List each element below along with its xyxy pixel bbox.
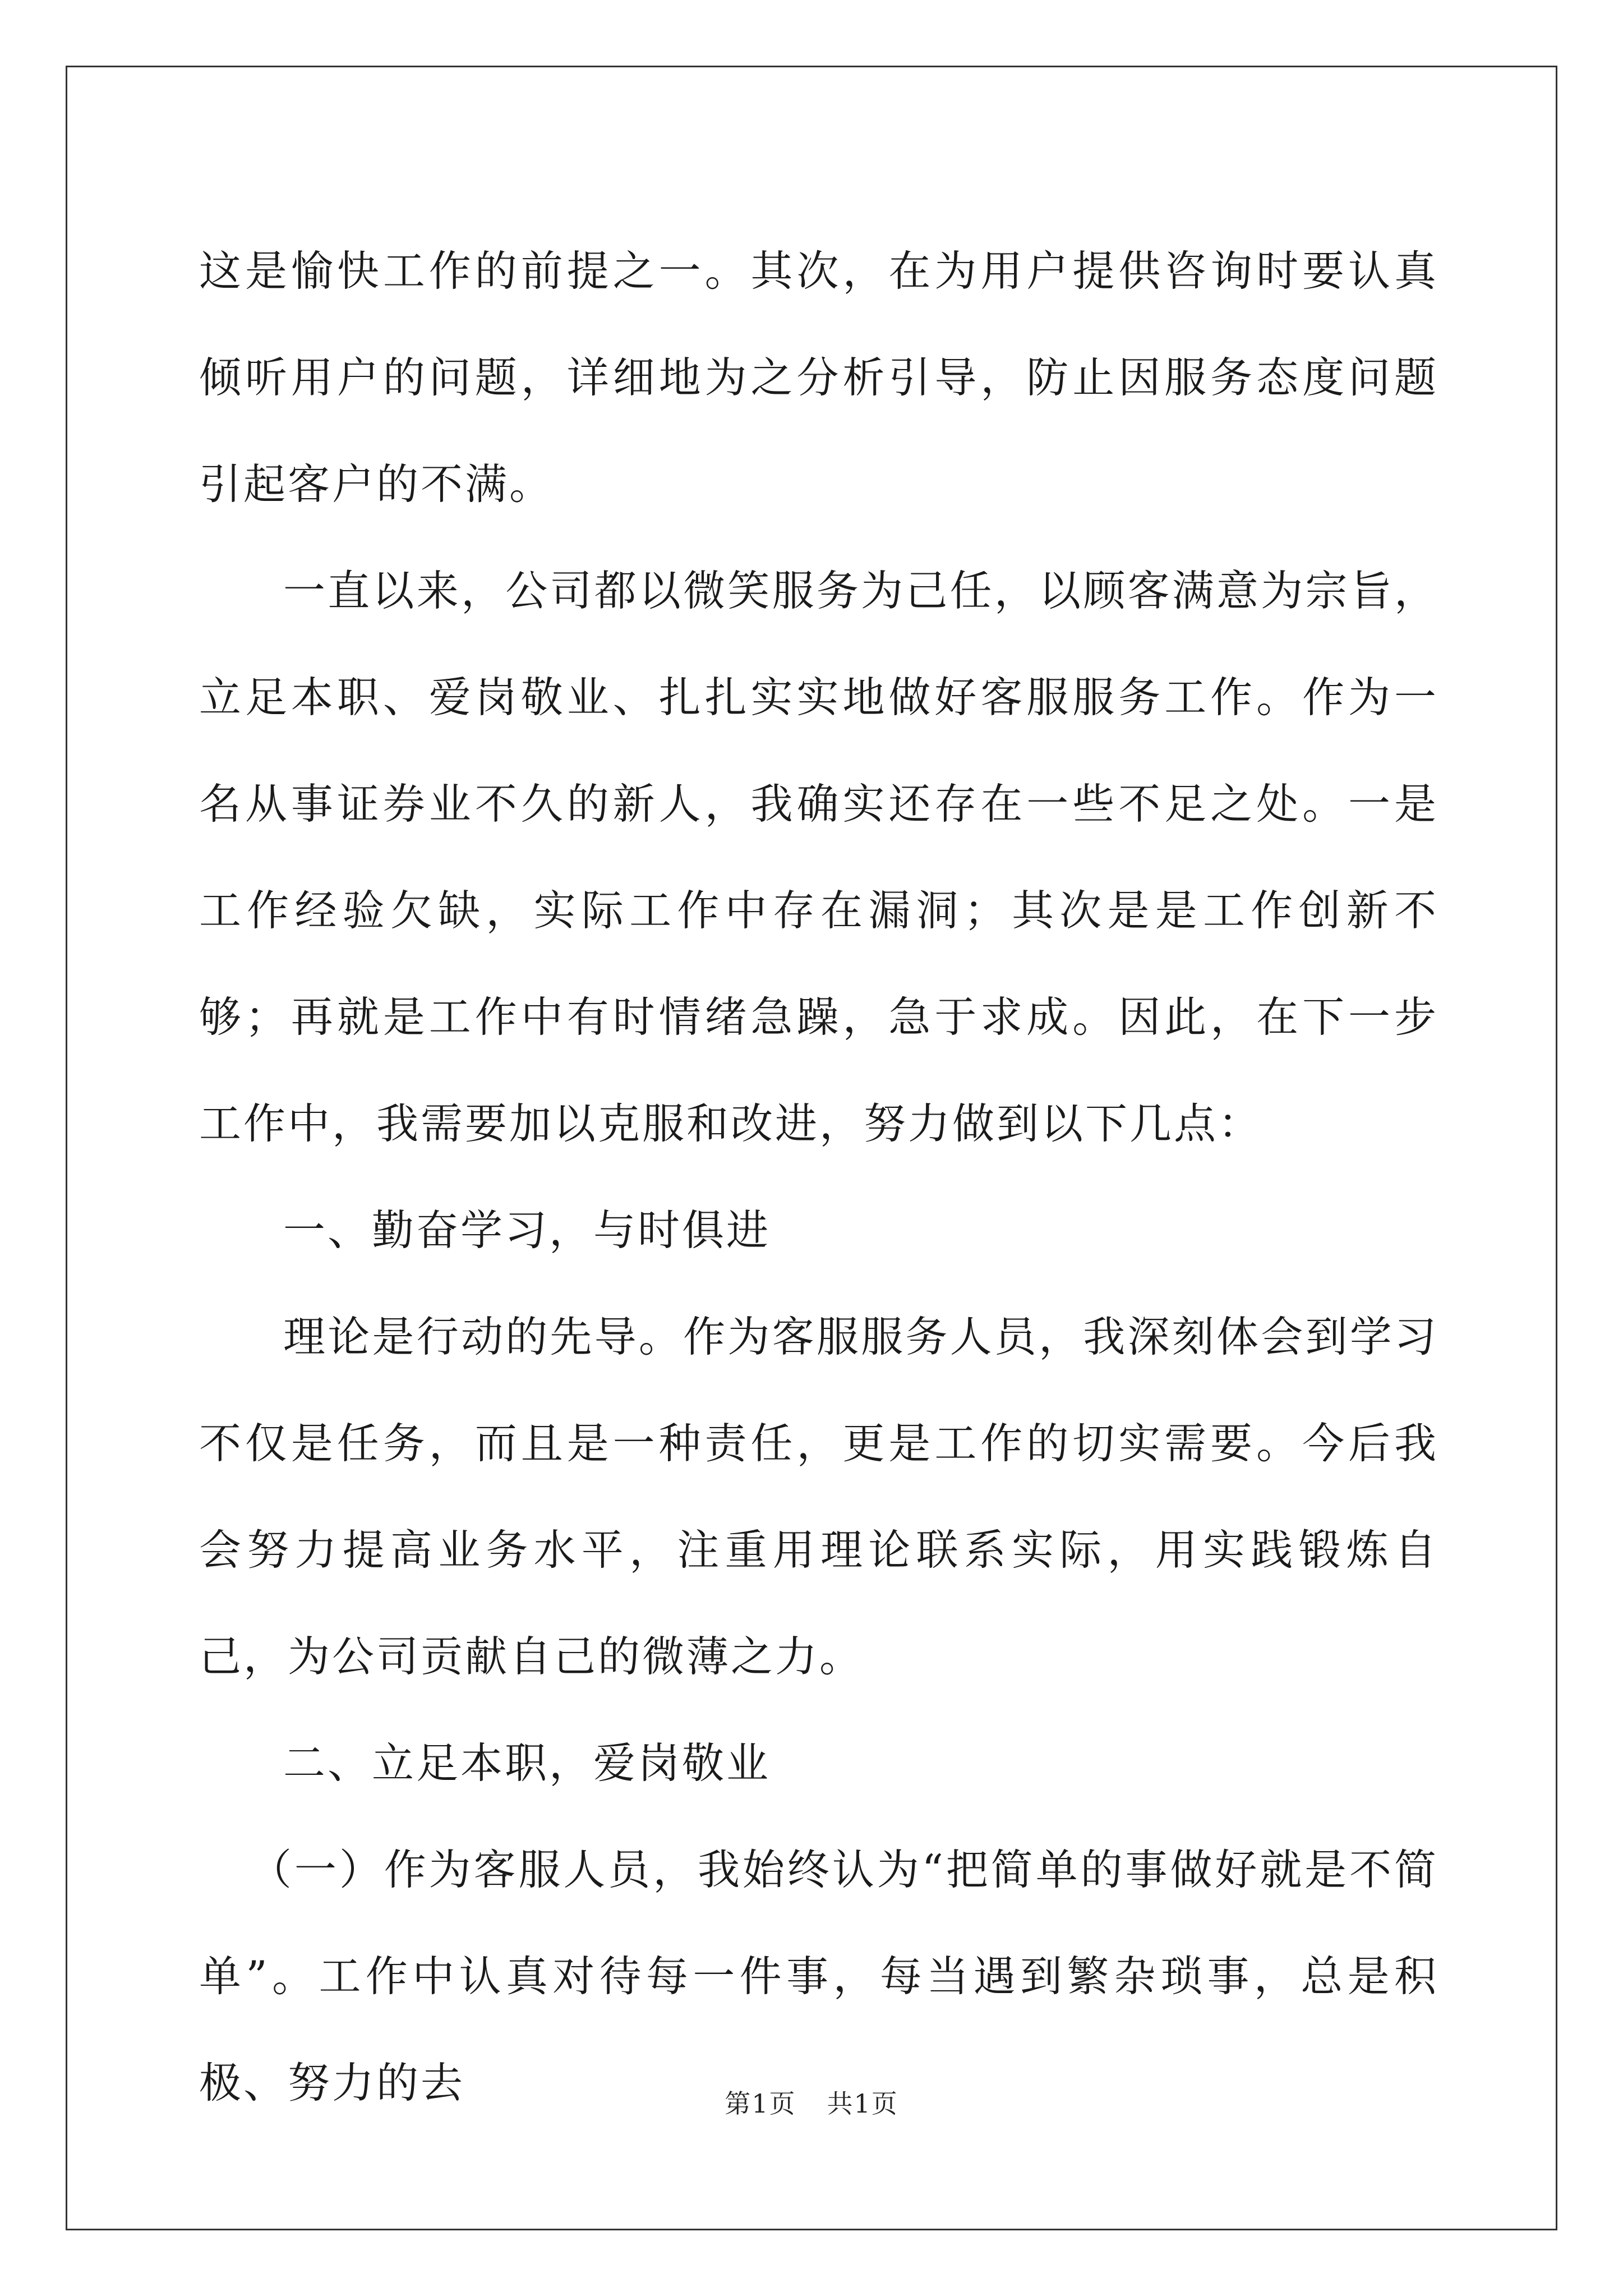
- paragraph-continuation: 这是愉快工作的前提之一。其次，在为用户提供咨询时要认真倾听用户的问题，详细地为之分析引导，防止因服务态度问题引起客户的不满。: [199, 246, 1438, 509]
- section-heading-study: 一、勤奋学习，与时俱进: [283, 1205, 771, 1255]
- page-footer: [0, 2087, 1623, 2120]
- page-number: 第1页: [725, 2088, 796, 2119]
- document-body: [199, 218, 1438, 2136]
- section-heading-duty: 二、立足本职，爱岗敬业: [283, 1738, 771, 1788]
- paragraph-subsection-one: （一）作为客服人员，我始终认为“把简单的事做好就是不简单”。工作中认真对待每一件事，每当遇到繁杂琐事，总是积极、努力的去: [199, 1845, 1438, 2108]
- paragraph-theory: 理论是行动的先导。作为客服服务人员，我深刻体会到学习不仅是任务，而且是一种责任，更是工作的切实需要。今后我会努力提高业务水平，注重用理论联系实际，用实践锻炼自己，为公司贡献自己的微薄之力。: [199, 1312, 1438, 1681]
- page-total: 共1页: [827, 2088, 898, 2119]
- paragraph-self-assessment: 一直以来，公司都以微笑服务为己任，以顾客满意为宗旨，立足本职、爱岗敬业、扎扎实实地做好客服服务工作。作为一名从事证券业不久的新人，我确实还存在一些不足之处。一是工作经验欠缺，实际工作中存在漏洞；其次是是工作创新不够；再就是工作中有时情绪急躁，急于求成。因此，在下一步工作中，我需要加以克服和改进，努力做到以下几点：: [199, 566, 1438, 1148]
